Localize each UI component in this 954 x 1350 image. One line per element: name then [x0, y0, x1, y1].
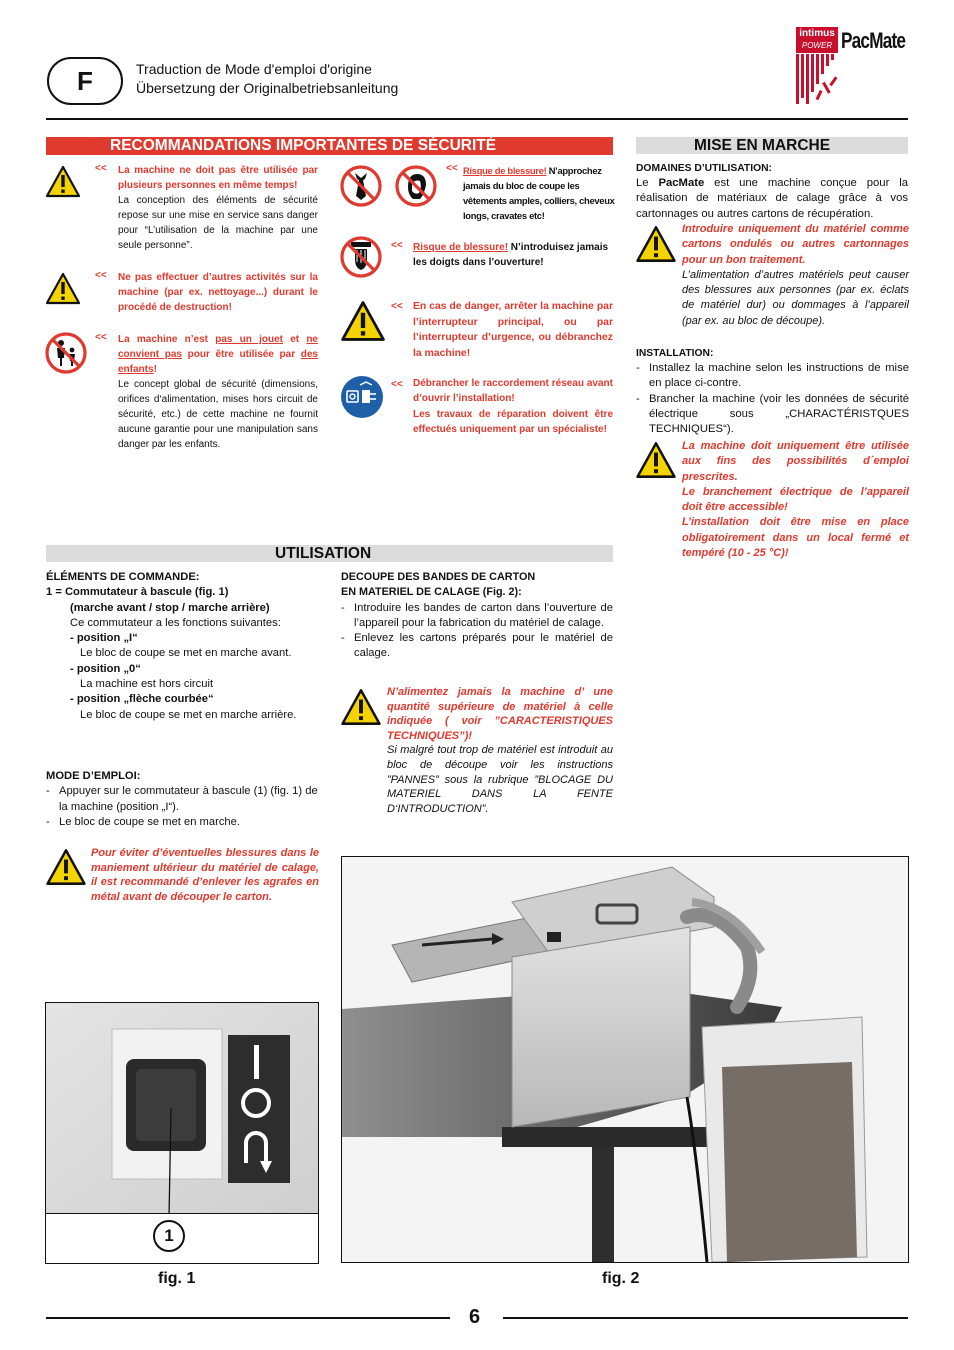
- mode-emploi: [46, 769, 319, 830]
- bullet-marker: <<: [446, 163, 458, 174]
- safety-item-6-warning: En cas de danger, arrêter la machine par l’interrupteur principal, ou par l’interrupteur d’urgence, ou débranchez la machine!: [413, 301, 613, 359]
- mise-warning-2-line3: L’installation doit être mise en place obligatoirement dans un local fermé et tempéré (10 - 25 °C)!: [682, 516, 909, 560]
- safety-item-4-warning: Risque de blessure!: [463, 165, 547, 176]
- callout-circle: [153, 1220, 185, 1252]
- language-badge: F: [47, 57, 123, 105]
- mise-warning-2-line1: La machine doit uniquement être utilisée aux fins des possibilités d´emploi prescrites.: [682, 440, 909, 483]
- installation-list: [636, 361, 909, 437]
- safety-item-1-warning: La machine ne doit pas être utilisée par plusieurs personnes en même temps!: [118, 165, 318, 191]
- decoupe-warning: [387, 685, 613, 816]
- element-1-modes: (marche avant / stop / marche arrière): [70, 601, 270, 614]
- figure-1-divider: [46, 1213, 318, 1214]
- warning-icon: [635, 225, 677, 263]
- no-long-hair-icon: [395, 165, 437, 207]
- bullet-marker: <<: [391, 240, 403, 251]
- installation-title: INSTALLATION:: [636, 348, 714, 359]
- safety-item-5-text: N’introduisez jamais les doigts dans l’ouverture!: [413, 242, 609, 268]
- mode-step-2: Le bloc de coupe se met en marche.: [59, 815, 240, 828]
- safety-item-1-text: La conception des éléments de sécurité repose sur une mise en service sans danger pour “L’utilisation de la machine par une seule personne”.: [118, 195, 318, 251]
- utilisation-warning: Pour éviter d’éventuelles blessures dans le maniement ultérieur du matériel de calage, il est recommandé d’enlever les agrafes en métal avant de découper le carton.: [91, 847, 319, 903]
- dash: -: [636, 362, 640, 374]
- mise-en-marche-title: MISE EN MARCHE: [636, 137, 908, 154]
- utilisation-title: UTILISATION: [46, 545, 613, 562]
- figure-1-label: fig. 1: [158, 1270, 196, 1287]
- domaines-text: [636, 176, 908, 222]
- position-arrow-text: Le bloc de coupe se met en marche arrière.: [80, 708, 297, 721]
- text-run: !: [153, 364, 157, 375]
- elements-de-commande: [46, 570, 319, 723]
- bullet-marker: <<: [391, 301, 403, 312]
- figure-2-frame: [341, 856, 909, 1263]
- element-1: 1 = Commutateur à bascule (fig. 1): [46, 586, 229, 599]
- bullet-marker: <<: [391, 379, 403, 390]
- installation-step-1: Installez la machine selon les instructions de mise en place ci-contre.: [649, 362, 909, 390]
- product-name: PacMate: [658, 177, 705, 189]
- mise-warning-1: [682, 222, 909, 329]
- warning-icon: [45, 272, 81, 305]
- mise-warning-1-red: Introduire uniquement du matériel comme cartons ondulés ou autres cartonnages pour un bon traitement.: [682, 223, 909, 266]
- figure-1-rocker-switch-photo: [46, 1003, 318, 1213]
- bullet-marker: <<: [95, 163, 107, 174]
- header-line-2: Übersetzung der Originalbetriebsanleitung: [136, 80, 399, 96]
- text-run: des enfants: [118, 349, 318, 375]
- safety-item-3: [118, 332, 318, 452]
- list-item: [341, 631, 613, 662]
- mode-step-1: Appuyer sur le commutateur à bascule (1) (fig. 1) de la machine (position „I“).: [59, 785, 318, 813]
- safety-item-5: [413, 240, 613, 270]
- decoupe-title-1: DECOUPE DES BANDES DE CARTON: [341, 571, 536, 583]
- text-run: est une machine conçue pour la réalisation de matériaux de calage grâce à vos cartonnages ou autres cartons de récupération.: [636, 177, 908, 220]
- intimus-pacmate-logo: [794, 24, 912, 108]
- position-0-text: La machine est hors circuit: [80, 678, 214, 691]
- safety-item-4-text: N’approchez jamais du bloc de coupe les vêtements amples, colliers, cheveux longs, cravates etc!: [463, 165, 615, 221]
- position-arrow-label: - position „flèche courbée“: [70, 693, 214, 706]
- figure-1-frame: [45, 1002, 319, 1264]
- text-run: La machine n’est: [118, 334, 216, 345]
- text-run: et: [283, 334, 307, 345]
- safety-item-7-warning-2: Les travaux de réparation doivent être effectués uniquement par un spécialiste!: [413, 408, 613, 435]
- position-0-label: - position „0“: [70, 662, 141, 675]
- warning-icon: [340, 688, 382, 726]
- text-run: ne convient pas: [118, 334, 318, 360]
- safety-section-title: RECOMMANDATIONS IMPORTANTES DE SÉCURITÉ: [46, 137, 613, 155]
- no-children-icon: [45, 332, 87, 374]
- list-item: [636, 361, 909, 392]
- no-fingers-icon: [340, 236, 382, 278]
- logo-sub: POWER: [801, 41, 833, 50]
- bullet-marker: <<: [95, 270, 107, 281]
- decoupe-warning-red: N’alimentez jamais la machine d’ une quantité supérieure de matériel à celle indiquée ( voir ”CARACTERISTIQUES TECHNIQUES”)!: [387, 686, 613, 742]
- safety-item-7-warning-1: Débrancher le raccordement réseau avant d’ouvrir l’installation!: [413, 378, 613, 405]
- dash: -: [341, 601, 345, 614]
- safety-item-7: [413, 376, 613, 437]
- mise-warning-2: [682, 439, 909, 561]
- mise-warning-1-text: L’alimentation d’autres matériels peut causer des blessures aux personnes (par ex. éclats de matériel dur) ou dommages à l’appareil (par ex. au bloc de découpe).: [682, 268, 909, 327]
- header-line-1: Traduction de Mode d'emploi d'origine: [136, 61, 372, 77]
- figure-2-label: fig. 2: [602, 1270, 640, 1287]
- text-run: Le: [636, 177, 659, 189]
- unplug-icon: [340, 375, 384, 419]
- dash: -: [46, 815, 50, 828]
- list-item: [636, 392, 909, 438]
- decoupe-title-2: EN MATERIEL DE CALAGE (Fig. 2):: [341, 586, 522, 599]
- page-number: 6: [469, 1306, 481, 1328]
- dash: -: [636, 392, 640, 405]
- safety-item-3-text: Le concept global de sécurité (dimensions, orifices d‘alimentation, mises hors circuit de sécurité, etc.) de cette machine ne fournit aucune garantie pour une manipulation sans danger par les enfants.: [118, 379, 318, 450]
- installation-step-2: Brancher la machine (voir les données de sécurité électrique sous „CHARACTÉRISTQUES TECHNIQUES“).: [649, 392, 909, 436]
- domaines-title: DOMAINES D’UTILISATION:: [636, 163, 772, 174]
- warning-icon: [45, 165, 81, 198]
- header-rule: [46, 118, 908, 120]
- warning-icon: [635, 441, 677, 479]
- text-run: pas un jouet: [215, 334, 283, 345]
- bullet-marker: <<: [95, 332, 107, 343]
- safety-item-5-warning: Risque de blessure!: [413, 242, 509, 253]
- elements-title: ÉLÉMENTS DE COMMANDE:: [46, 571, 200, 583]
- safety-item-4: [463, 163, 615, 223]
- safety-item-2-warning: Ne pas effectuer d’autres activités sur la machine (par ex. nettoyage...) durant le procédé de destruction!: [118, 272, 318, 313]
- footer-rule-right: [503, 1317, 908, 1319]
- list-item: [46, 815, 319, 830]
- decoupe-warning-text: Si malgré tout trop de matériel est introduit au bloc de découpe voir les instructions ”PANNES” sous la rubrique ”BLOCAGE DU MATERIEL DANS LA FENTE D‘INTRODUCTION”.: [387, 744, 613, 815]
- footer-rule-left: [46, 1317, 450, 1319]
- logo-brand: intimus: [799, 28, 835, 39]
- figure-2-machine-photo: [342, 857, 908, 1262]
- header-titles: [136, 60, 398, 98]
- no-loose-clothing-icon: [340, 165, 382, 207]
- decoupe-step-2: Enlevez les cartons préparés pour le matériel de calage.: [354, 632, 613, 660]
- mise-warning-2-line2: Le branchement électrique de l’appareil doit être accessible!: [682, 485, 909, 514]
- element-1-desc: Ce commutateur a les fonctions suivantes:: [70, 616, 281, 629]
- list-item: [46, 784, 319, 815]
- callout-number: 1: [164, 1226, 174, 1245]
- shred-strips-graphic: [794, 54, 844, 106]
- mode-title: MODE D’EMPLOI:: [46, 770, 141, 782]
- decoupe-step-1: Introduire les bandes de carton dans l’ouverture de l’appareil pour la fabrication du matériel de calage.: [354, 601, 613, 629]
- dash: -: [341, 632, 345, 645]
- logo-brand-box: [796, 27, 838, 53]
- text-run: pour être utilisée par: [182, 349, 301, 360]
- position-1-text: Le bloc de coupe se met en marche avant.: [80, 647, 292, 660]
- logo-product: PacMate: [841, 28, 906, 53]
- list-item: [341, 601, 613, 632]
- warning-icon: [340, 300, 386, 342]
- dash: -: [46, 785, 50, 798]
- safety-item-1: [118, 163, 318, 253]
- warning-icon: [45, 848, 87, 886]
- decoupe-section: [341, 570, 613, 662]
- position-1-label: - position „I“: [70, 632, 138, 645]
- safety-item-3-warning: [118, 332, 318, 377]
